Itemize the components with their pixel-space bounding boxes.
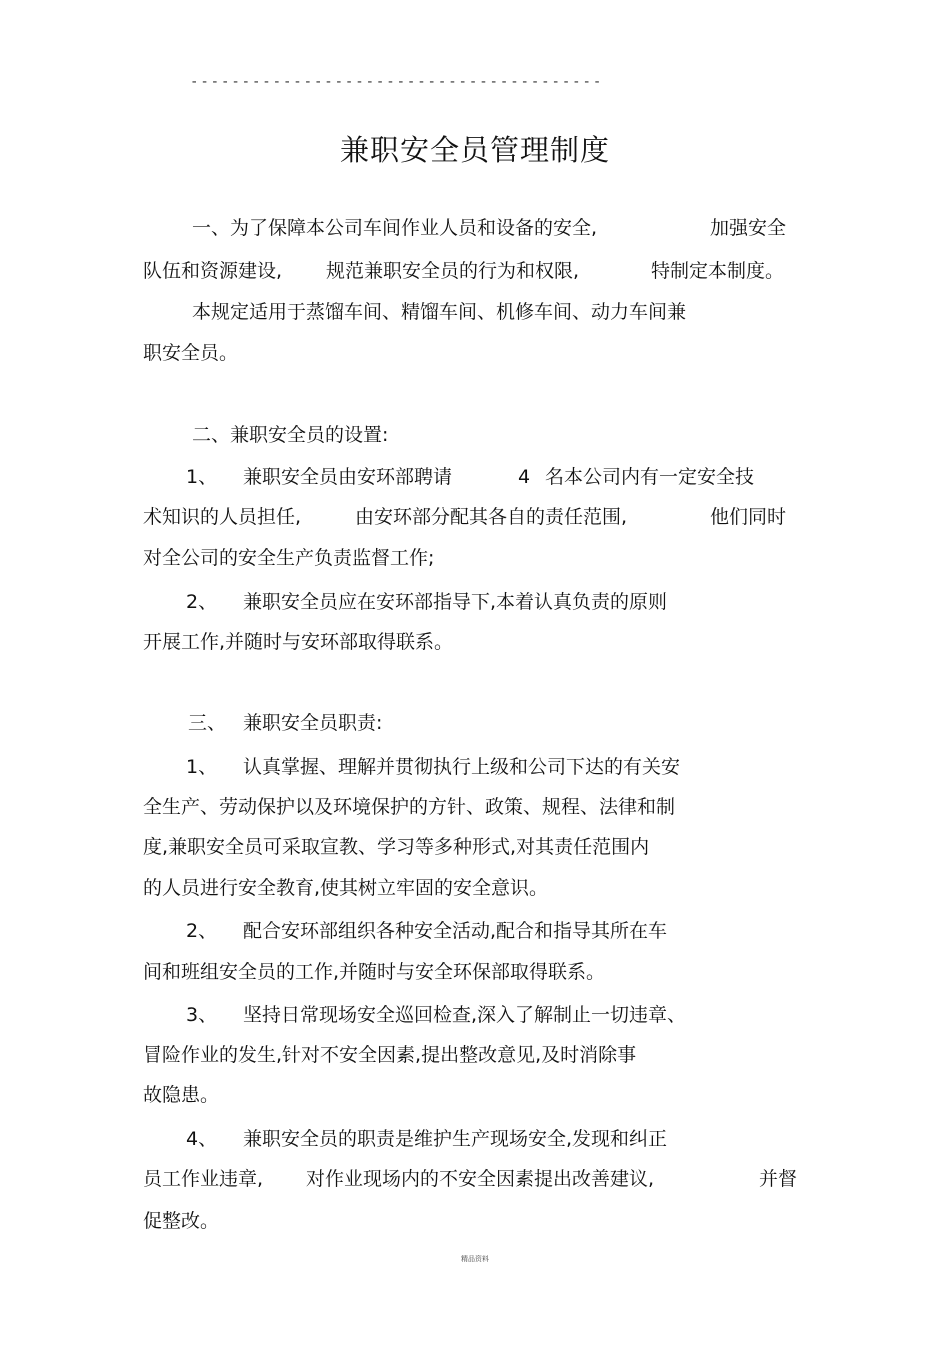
s3-item3-line1: 坚持日常现场安全巡回检查,深入了解制止一切违章、 [243,1004,687,1026]
s3-item2-line2: 间和班组安全员的工作,并随时与安全环保部取得联系。 [143,961,606,983]
s3-item2-number: 2、 [186,920,218,942]
s2-item1-part3: 名本公司内有一定安全技 [545,466,755,488]
s3-item1-line3: 度,兼职安全员可采取宣教、学习等多种形式,对其责任范围内 [143,836,650,858]
s1-line2-part1: 队伍和资源建设, [143,260,283,282]
s1-line2-part3: 特制定本制度。 [651,260,785,282]
s2-item1-part2: 4 [518,466,531,488]
s3-item4-line2-part2: 对作业现场内的不安全因素提出改善建议, [306,1168,655,1190]
page-footer: 精品资料 [461,1255,489,1263]
s3-item4-number: 4、 [186,1128,218,1150]
s1-line3: 本规定适用于蒸馏车间、精馏车间、机修车间、动力车间兼 [192,301,687,323]
s1-line1-part1: 一、为了保障本公司车间作业人员和设备的安全, [192,217,598,239]
s3-item1-line2: 全生产、劳动保护以及环境保护的方针、政策、规程、法律和制 [143,796,676,818]
s2-item1-number: 1、 [186,466,218,488]
s1-line2-part2: 规范兼职安全员的行为和权限, [326,260,580,282]
document-title: 兼职安全员管理制度 [339,133,610,167]
s2-item2-line2: 开展工作,并随时与安环部取得联系。 [143,631,454,653]
s3-item4-line3: 促整改。 [143,1210,220,1232]
header-dash-rule: ---------------------------------------- [190,74,604,88]
s1-line1-part2: 加强安全 [710,217,787,239]
s3-heading-number: 三、 [188,712,227,734]
s3-item1-line1: 认真掌握、理解并贯彻执行上级和公司下达的有关安 [243,756,681,778]
s3-item1-line4: 的人员进行安全教育,使其树立牢固的安全意识。 [143,877,549,899]
s3-item3-number: 3、 [186,1004,218,1026]
s3-item4-line2-part1: 员工作业违章, [143,1168,264,1190]
s3-item2-line1: 配合安环部组织各种安全活动,配合和指导其所在车 [243,920,668,942]
s2-item1-line2-part2: 由安环部分配其各自的责任范围, [355,506,628,528]
s3-item1-number: 1、 [186,756,218,778]
s2-item1-line2-part3: 他们同时 [710,506,787,528]
s3-heading: 兼职安全员职责: [243,712,383,734]
s2-item1-part1: 兼职安全员由安环部聘请 [243,466,453,488]
s3-item3-line2: 冒险作业的发生,针对不安全因素,提出整改意见,及时消除事 [143,1044,637,1066]
s2-heading: 二、兼职安全员的设置: [192,424,389,446]
s3-item3-line3: 故隐患。 [143,1084,220,1106]
s2-item2-number: 2、 [186,591,218,613]
s3-item4-line2-part3: 并督 [759,1168,798,1190]
s2-item1-line3: 对全公司的安全生产负责监督工作; [143,547,435,569]
s2-item2-line1: 兼职安全员应在安环部指导下,本着认真负责的原则 [243,591,668,613]
s3-item4-line1: 兼职安全员的职责是维护生产现场安全,发现和纠正 [243,1128,668,1150]
s1-line4: 职安全员。 [143,342,239,364]
s2-item1-line2-part1: 术知识的人员担任, [143,506,302,528]
